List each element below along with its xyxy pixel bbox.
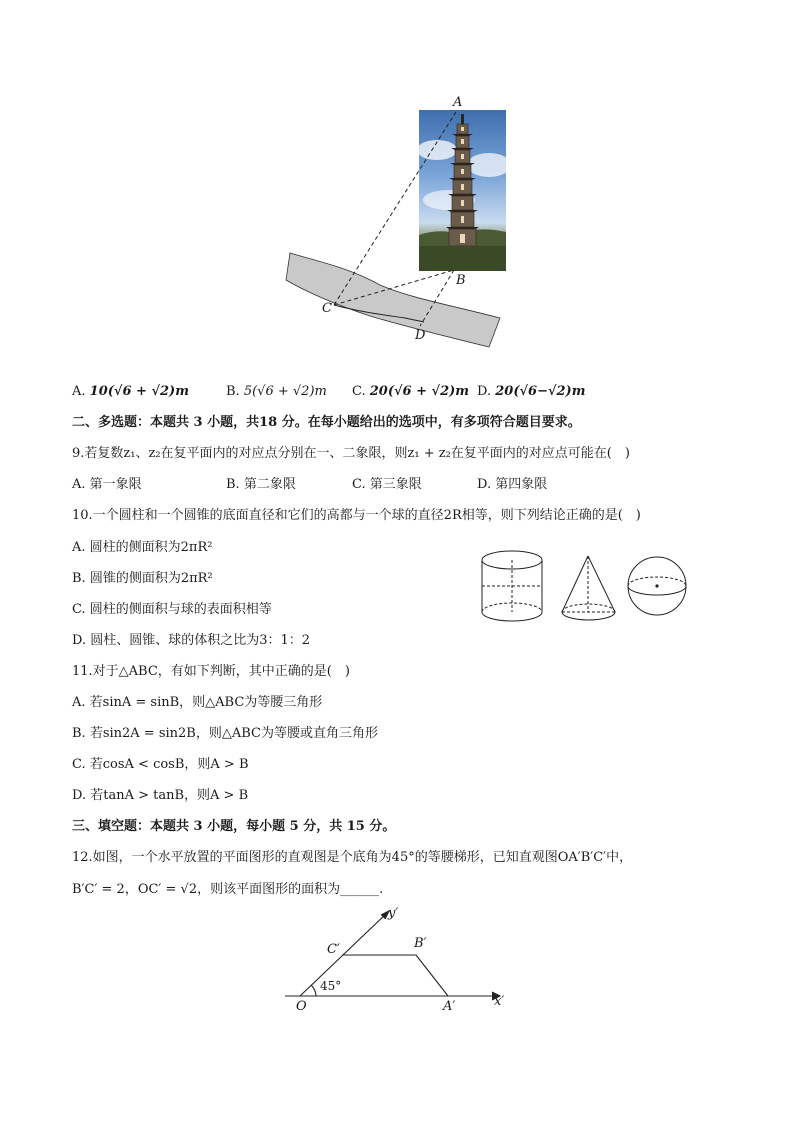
cone-shape (562, 556, 615, 620)
label-D: D (415, 328, 426, 343)
option-letter: A. (72, 384, 86, 399)
option-text: 20(√6−√2)m (495, 384, 586, 399)
q10-option-c[interactable]: C. 圆柱的侧面积与球的表面积相等 (72, 602, 272, 617)
river (286, 253, 500, 347)
q11-option-b[interactable]: B. 若sin2A = sin2B，则△ABC为等腰或直角三角形 (72, 726, 378, 741)
q12-stem-line1: 12.如图，一个水平放置的平面图形的直观图是个底角为45°的等腰梯形，已知直观图OA′B′C′中， (72, 850, 633, 865)
q9-option-a[interactable]: A. 第一象限 (72, 477, 142, 492)
option-text: 5(√6 + √2)m (243, 384, 327, 399)
q10-stem: 10.一个圆柱和一个圆锥的底面直径和它们的高都与一个球的直径2R相等，则下列结论正确的是( ) (72, 508, 641, 523)
cylinder-shape (482, 551, 542, 621)
label-B-prime: B′ (414, 936, 427, 951)
q9-option-d[interactable]: D. 第四象限 (477, 477, 548, 492)
label-C-prime: C′ (327, 942, 340, 957)
q9-option-c[interactable]: C. 第三象限 (352, 477, 422, 492)
q8-option-d[interactable] (477, 384, 585, 400)
q9-stem: 9.若复数z₁、z₂在复平面内的对应点分别在一、二象限，则z₁ + z₂在复平面内的对应点可能在( ) (72, 446, 630, 461)
q12-stem-line2: B′C′ = 2，OC′ = √2，则该平面图形的面积为______. (72, 882, 384, 897)
q11-option-d[interactable]: D. 若tanA > tanB，则A > B (72, 788, 249, 803)
q11-stem: 11.对于△ABC，有如下判断，其中正确的是( ) (72, 664, 350, 679)
trapezoid-diagram (270, 900, 530, 1020)
label-A-prime: A′ (443, 999, 456, 1014)
label-O: O (296, 999, 307, 1014)
option-text: 10(√6 + √2)m (89, 384, 189, 399)
section-heading-fill-in: 三、填空题：本题共 3 小题，每小题 5 分，共 15 分。 (72, 819, 396, 834)
q9-option-b[interactable]: B. 第二象限 (226, 477, 296, 492)
label-x-axis: x′ (494, 994, 505, 1009)
q11-option-c[interactable]: C. 若cosA < cosB，则A > B (72, 757, 249, 772)
q8-option-b[interactable] (226, 384, 327, 400)
q10-option-d[interactable]: D. 圆柱、圆锥、球的体积之比为3：1：2 (72, 633, 311, 648)
label-C: C (322, 301, 332, 316)
angle-label: 45° (320, 979, 342, 993)
q10-option-a[interactable]: A. 圆柱的侧面积为2πR² (72, 540, 213, 555)
section-heading-multiple-choice: 二、多选题：本题共 3 小题，共18 分。在每小题给出的选项中，有多项符合题目要求。 (72, 415, 581, 430)
option-letter: C. (352, 384, 366, 399)
option-letter: B. (226, 384, 240, 399)
option-text: 20(√6 + √2)m (369, 384, 470, 399)
label-y-axis: y′ (388, 906, 399, 921)
solids-figure (470, 540, 700, 630)
pagoda-diagram (0, 0, 794, 380)
q8-option-a[interactable] (72, 384, 189, 400)
label-A: A (453, 95, 463, 110)
option-letter: D. (477, 384, 492, 399)
q11-option-a[interactable]: A. 若sinA = sinB，则△ABC为等腰三角形 (72, 695, 323, 710)
q8-option-c[interactable] (352, 384, 469, 400)
q10-option-b[interactable]: B. 圆锥的侧面积为2πR² (72, 571, 213, 586)
label-B: B (456, 273, 466, 288)
